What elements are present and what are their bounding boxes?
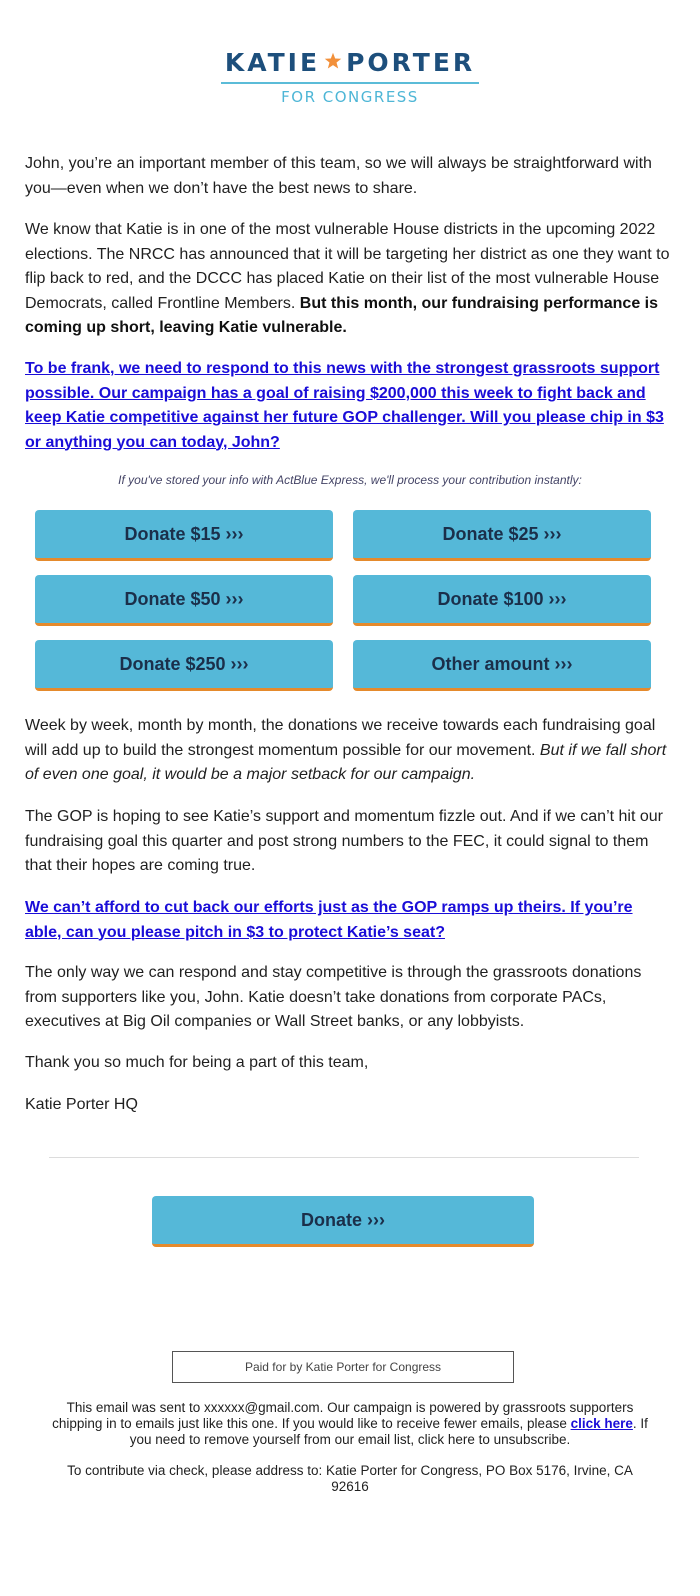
actblue-note: If you've stored your info with ActBlue Express, we'll process your contribution instantly: (118, 473, 582, 487)
footer-notice-text-a: This email was sent to xxxxxx@gmail.com. Our campaign is powered by grassroots supporters chipping in to emails just like this one. If you would like to receive fewer emails, please (52, 1400, 634, 1431)
donate-15-button[interactable]: Donate $15 ››› (35, 510, 333, 561)
donate-50-button[interactable]: Donate $50 ››› (35, 575, 333, 626)
logo-first-name: KATIE (224, 48, 321, 77)
fewer-emails-link[interactable]: click here (570, 1416, 633, 1431)
star-icon (324, 52, 342, 70)
logo-wordmark (0, 48, 700, 78)
donate-100-button[interactable]: Donate $100 ››› (353, 575, 651, 626)
logo-last-name: PORTER (346, 48, 476, 77)
logo-rule (221, 82, 479, 84)
paragraph-pitch-in (25, 896, 670, 945)
paragraph-appeal (25, 357, 670, 455)
campaign-logo (0, 48, 700, 106)
paid-for-disclaimer: Paid for by Katie Porter for Congress (172, 1351, 514, 1383)
donate-main-button[interactable]: Donate ››› (152, 1196, 534, 1247)
paragraph-momentum-text: Week by week, month by month, the donations we receive towards each fundraising goal will add up to build the strongest momentum possible for our movement. (25, 717, 656, 759)
appeal-donate-link[interactable]: To be frank, we need to respond to this news with the strongest grassroots support possible. Our campaign has a goal of raising $200,000 this week to fight back and keep Katie competitive against her future GOP challenger. Will you please chip in $3 or anything you can today, John? (25, 360, 664, 451)
paragraph-intro: John, you’re an important member of this team, so we will always be straightforward with you—even when we don’t have the best news to share. (25, 155, 652, 197)
paragraph-gop: The GOP is hoping to see Katie’s support and momentum fizzle out. And if we can’t hit our fundraising goal this quarter and post strong numbers to the FEC, it could signal to them that their hopes are coming true. (25, 808, 663, 874)
donate-25-button[interactable]: Donate $25 ››› (353, 510, 651, 561)
paragraph-vulnerable-bold: But this month, our fundraising performance is coming up short, leaving Katie vulnerable. (25, 294, 659, 336)
donate-250-button[interactable]: Donate $250 ››› (35, 640, 333, 691)
signature: Katie Porter HQ (25, 1096, 138, 1113)
paragraph-grassroots: The only way we can respond and stay competitive is through the grassroots donations from supporters like you, John. Katie doesn’t take donations from corporate PACs, executives at Big Oil companies or Wall Street banks, or any lobbyists. (25, 964, 642, 1030)
pitch-in-donate-link[interactable]: We can’t afford to cut back our efforts just as the GOP ramps up theirs. If you’re able, can you please pitch in $3 to protect Katie’s seat? (25, 899, 633, 941)
paragraph-momentum-italic: But if we fall short of even one goal, it would be a major setback for our campaign. (25, 741, 667, 783)
paragraph-vulnerable-text: We know that Katie is in one of the most vulnerable House districts in the upcoming 2022 elections. The NRCC has announced that it will be targeting her district as one they want to flip back to red, and the DCCC has placed Katie on their list of the most vulnerable House Democrats, called Frontline Members. (25, 221, 670, 312)
divider (49, 1157, 639, 1158)
footer-notice-text-b: . If you need to remove yourself from our email list, click here to unsubscribe. (129, 1416, 648, 1447)
donate-other-amount-button[interactable]: Other amount ››› (353, 640, 651, 691)
paragraph-thanks: Thank you so much for being a part of this team, (25, 1054, 369, 1071)
footer-check-address: To contribute via check, please address to: Katie Porter for Congress, PO Box 5176, Irvine, CA 92616 (67, 1463, 633, 1494)
paragraph-vulnerable (25, 218, 670, 341)
footer-email-notice (50, 1400, 650, 1448)
paragraph-momentum (25, 714, 670, 788)
logo-subtitle: FOR CONGRESS (281, 88, 419, 106)
